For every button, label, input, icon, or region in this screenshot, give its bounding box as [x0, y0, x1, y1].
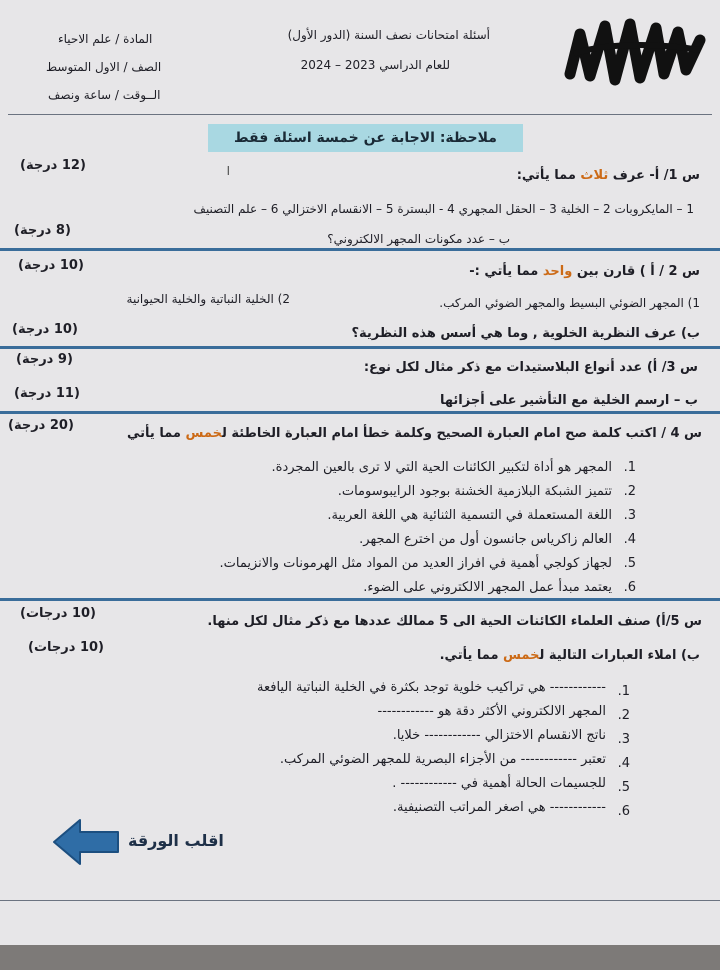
- q2-b-marks: (10 درجة): [12, 322, 78, 337]
- q4-question: س 4 / اكتب كلمة صح امام العبارة الصحيح وكلمة خطأ امام العبارة الخاطئة لخمس مما يأتي: [127, 426, 702, 441]
- q4-item-text: المجهر هو أداة لتكبير الكائنات الحية التي لا ترى بالعين المجردة.: [271, 460, 612, 475]
- q5-item: 1.: [617, 684, 630, 699]
- header-grade: الصف / الاول المتوسط: [46, 60, 162, 74]
- q3-b-marks: (11 درجة): [14, 386, 80, 401]
- q4-item-text: اللغة المستعملة في التسمية الثنائية هي اللغة العربية.: [327, 508, 612, 523]
- q4-item-text: تتميز الشبكة البلازمية الخشنة بوجود الرايبوسومات.: [337, 484, 612, 499]
- q2-a-marks: (10 درجة): [18, 258, 84, 273]
- section-divider: [0, 248, 720, 251]
- q2-a-question: س 2 / أ ) قارن بين واحد مما يأتي :-: [469, 264, 700, 279]
- q4-item-text: العالم زاكرياس جانسون أول من اخترع المجهر.: [359, 532, 612, 547]
- q5-item: 6.: [617, 804, 630, 819]
- q1-b-marks: (8 درجة): [14, 223, 71, 238]
- q1-terms: 1 – المايكروبات 2 – الخلية 3 – الحقل المجهري 4 - البسترة 5 – الانقسام الاختزالي 6 – علم التصنيف: [193, 202, 694, 216]
- page-bottom-edge: [0, 900, 720, 901]
- q5-item-text: تعتبر ------------ من الأجزاء البصرية للمجهر الضوئي المركب.: [279, 752, 606, 767]
- q5-item: 3.: [617, 732, 630, 747]
- header-divider: [8, 114, 712, 115]
- q5-item: 5.: [617, 780, 630, 795]
- q1-a-marks: (12 درجة): [20, 158, 86, 173]
- q4-item-text: يعتمد مبدأ عمل المجهر الالكتروني على الضوء.: [363, 580, 612, 595]
- q3-a-question: س 3/ أ) عدد أنواع البلاستيدات مع ذكر مثال لكل نوع:: [363, 360, 698, 375]
- q5-a-question: س 5/أ) صنف العلماء الكائنات الحية الى 5 ممالك عددها مع ذكر مثال لكل منها.: [207, 614, 702, 629]
- q5-a-marks: (10 درجات): [20, 606, 96, 621]
- q4-item-text: لجهاز كولجي أهمية في افراز العديد من المواد مثل الهرمونات والانزيمات.: [219, 556, 612, 571]
- q4-item: 5.: [623, 556, 636, 571]
- q5-b-marks: (10 درجات): [28, 640, 104, 655]
- exam-year: للعام الدراسي 2023 – 2024: [300, 58, 450, 72]
- q4-item: 4.: [623, 532, 636, 547]
- q5-b-question: ب) املاء العبارات التالية لخمس مما يأتي.: [439, 648, 700, 663]
- turn-page-label: اقلب الورقة: [128, 831, 224, 850]
- instruction-banner: ملاحظة: الاجابة عن خمسة اسئلة فقط: [208, 124, 523, 152]
- q5-item-text: المجهر الالكتروني الأكثر دقة هو ------------: [377, 704, 606, 719]
- q2-item-1: 1) المجهر الضوئي البسيط والمجهر الضوئي المركب.: [439, 296, 700, 310]
- q3-a-marks: (9 درجة): [16, 352, 73, 367]
- scribble-mark: [560, 14, 710, 94]
- section-divider: [0, 411, 720, 414]
- section-divider: [0, 346, 720, 349]
- q5-item-text: ناتج الانقسام الاختزالي ------------ خلايا.: [392, 728, 606, 743]
- header-subject: المادة / علم الاحياء: [58, 32, 153, 46]
- arrow-left-icon: [52, 816, 120, 868]
- q5-item-text: ------------ هي تراكيب خلوية توجد بكثرة في الخلية النباتية اليافعة: [256, 680, 606, 695]
- exam-title: أسئلة امتحانات نصف السنة (الدور الأول): [287, 28, 490, 42]
- q4-item: 1.: [623, 460, 636, 475]
- mark-symbol: ا: [226, 164, 230, 178]
- q4-item: 2.: [623, 484, 636, 499]
- q4-marks: (20 درجة): [8, 418, 74, 433]
- q2-b-question: ب) عرف النظرية الخلوية , وما هي أسس هذه النظرية؟: [351, 326, 700, 341]
- q5-item: 4.: [617, 756, 630, 771]
- q1-b-question: ب – عدد مكونات المجهر الالكتروني؟: [327, 232, 510, 246]
- q5-item-text: للجسيمات الحالة أهمية في ------------ .: [392, 776, 606, 791]
- section-divider: [0, 598, 720, 601]
- q4-item: 3.: [623, 508, 636, 523]
- header-time: الــوقت / ساعة ونصف: [48, 88, 161, 102]
- q5-item: 2.: [617, 708, 630, 723]
- q4-item: 6.: [623, 580, 636, 595]
- q3-b-question: ب – ارسم الخلية مع التأشير على أجزائها: [439, 393, 698, 408]
- q5-item-text: ------------ هي اصغر المراتب التصنيفية.: [392, 800, 606, 815]
- q2-item-2: 2) الخلية النباتية والخلية الحيوانية: [126, 292, 290, 306]
- q1-a-question: س 1/ أ- عرف ثلاث مما يأتي:: [516, 168, 700, 183]
